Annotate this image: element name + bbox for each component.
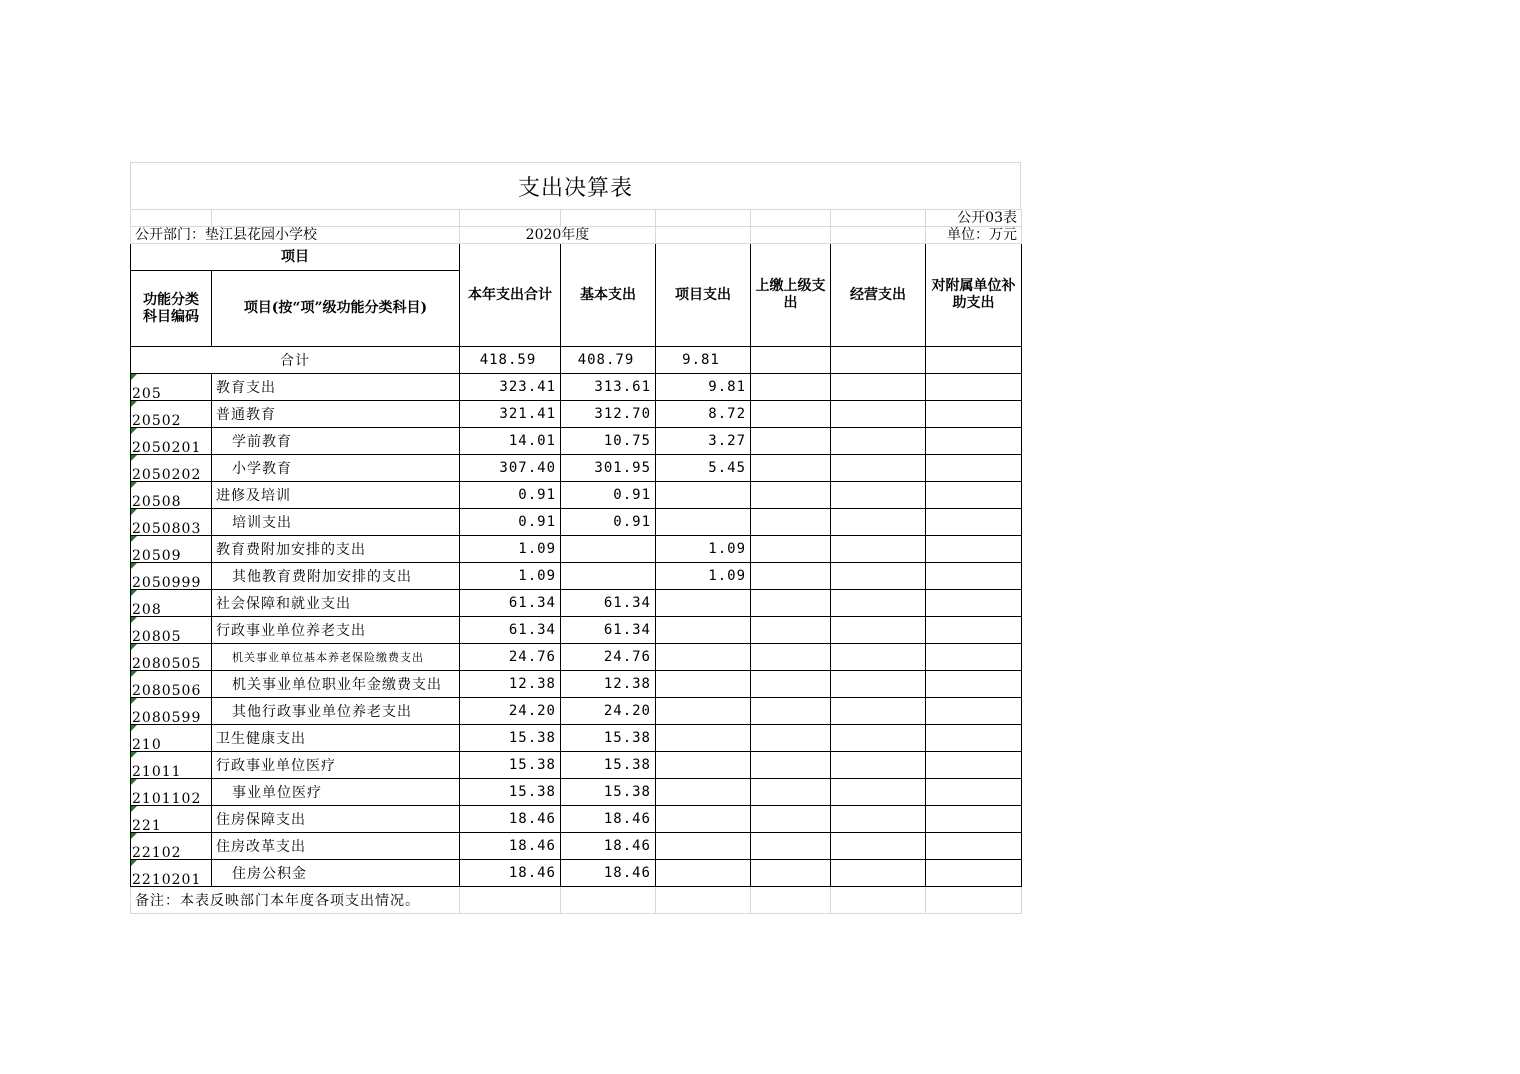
row-name: 行政事业单位养老支出 [212,617,460,644]
row-code [131,374,212,401]
row-code [131,401,212,428]
header-project: 项目支出 [656,244,751,347]
table-row [131,509,1022,536]
row-project [656,860,751,887]
table-row [131,698,1022,725]
row-name: 住房保障支出 [212,806,460,833]
row-code-text: 2210201 [132,872,202,887]
table-row [131,428,1022,455]
row-project [656,725,751,752]
row-name: 社会保障和就业支出 [212,590,460,617]
header-item-group: 项目 [131,244,460,271]
table-row [131,860,1022,887]
row-code [131,644,212,671]
table-row [131,752,1022,779]
row-project: 1.09 [656,536,751,563]
row-code-text: 2080506 [132,683,202,698]
row-name: 教育费附加安排的支出 [212,536,460,563]
row-project [656,590,751,617]
row-code-text: 205 [132,386,162,401]
row-code-text: 210 [132,737,162,752]
expenditure-table [130,209,1022,914]
header-total: 本年支出合计 [460,244,561,347]
row-name: 机关事业单位职业年金缴费支出 [212,671,460,698]
row-total: 24.20 [460,698,561,725]
row-total: 15.38 [460,725,561,752]
row-total: 307.40 [460,455,561,482]
total-row [131,347,1022,374]
table-row [131,374,1022,401]
table-row [131,779,1022,806]
row-code-text: 22102 [132,845,182,860]
row-total: 0.91 [460,509,561,536]
row-name: 小学教育 [212,455,460,482]
row-total: 14.01 [460,428,561,455]
row-basic: 10.75 [561,428,656,455]
row-total: 15.38 [460,779,561,806]
row-basic: 312.70 [561,401,656,428]
row-total: 321.41 [460,401,561,428]
row-name: 住房公积金 [212,860,460,887]
row-basic: 18.46 [561,860,656,887]
table-row [131,590,1022,617]
unit-label: 单位：万元 [926,227,1022,244]
row-code [131,509,212,536]
header-upper: 上缴上级支出 [751,244,831,347]
row-code-text: 20805 [132,629,182,644]
table-row [131,671,1022,698]
row-code-text: 20509 [132,548,182,563]
row-name: 机关事业单位基本养老保险缴费支出 [212,644,460,671]
row-project [656,806,751,833]
row-project [656,833,751,860]
row-total: 24.76 [460,644,561,671]
row-basic: 12.38 [561,671,656,698]
row-code [131,752,212,779]
row-name: 住房改革支出 [212,833,460,860]
row-basic: 18.46 [561,806,656,833]
row-code-text: 20508 [132,494,182,509]
row-basic: 24.76 [561,644,656,671]
row-basic: 0.91 [561,482,656,509]
row-code [131,671,212,698]
row-basic [561,536,656,563]
row-code-text: 20502 [132,413,182,428]
header-subsidy: 对附属单位补助支出 [926,244,1022,347]
row-code [131,617,212,644]
row-total: 1.09 [460,536,561,563]
row-code [131,428,212,455]
row-code [131,455,212,482]
row-name: 学前教育 [212,428,460,455]
row-total: 18.46 [460,806,561,833]
table-row [131,806,1022,833]
total-basic: 408.79 [561,347,656,374]
table-row [131,401,1022,428]
row-code-text: 208 [132,602,162,617]
row-code [131,563,212,590]
row-code-text: 21011 [132,764,182,779]
row-project: 5.45 [656,455,751,482]
row-project [656,671,751,698]
row-project: 1.09 [656,563,751,590]
row-code [131,536,212,563]
table-row [131,455,1022,482]
row-total: 15.38 [460,752,561,779]
expenditure-sheet [130,162,1021,914]
row-code [131,833,212,860]
row-name: 教育支出 [212,374,460,401]
footnote: 备注：本表反映部门本年度各项支出情况。 [131,887,460,914]
row-name: 卫生健康支出 [212,725,460,752]
row-basic: 24.20 [561,698,656,725]
row-name: 其他教育费附加安排的支出 [212,563,460,590]
department-label: 公开部门：垫江县花园小学校 [131,227,460,244]
row-basic: 313.61 [561,374,656,401]
row-name: 其他行政事业单位养老支出 [212,698,460,725]
header-business: 经营支出 [831,244,926,347]
row-total: 18.46 [460,833,561,860]
table-row [131,536,1022,563]
row-code [131,725,212,752]
row-total: 1.09 [460,563,561,590]
row-project [656,644,751,671]
row-code-text: 2080599 [132,710,202,725]
table-row [131,725,1022,752]
row-code-text: 221 [132,818,162,833]
row-code-text: 2050803 [132,521,202,536]
header-code: 功能分类科目编码 [131,271,212,347]
row-basic [561,563,656,590]
row-code [131,698,212,725]
table-row [131,563,1022,590]
year-label: 2020年度 [460,227,656,244]
row-total: 323.41 [460,374,561,401]
row-name: 普通教育 [212,401,460,428]
total-label: 合计 [131,347,460,374]
row-code-text: 2050202 [132,467,202,482]
row-project [656,698,751,725]
row-name: 事业单位医疗 [212,779,460,806]
header-basic: 基本支出 [561,244,656,347]
row-code-text: 2101102 [132,791,202,806]
row-basic: 15.38 [561,752,656,779]
row-name: 培训支出 [212,509,460,536]
row-code [131,860,212,887]
row-project: 9.81 [656,374,751,401]
row-project [656,752,751,779]
row-basic: 15.38 [561,779,656,806]
row-code-text: 2050201 [132,440,202,455]
row-basic: 61.34 [561,590,656,617]
row-name: 行政事业单位医疗 [212,752,460,779]
header-name: 项目(按“项”级功能分类科目) [212,271,460,347]
row-total: 18.46 [460,860,561,887]
row-code [131,482,212,509]
row-basic: 0.91 [561,509,656,536]
total-project: 9.81 [656,347,751,374]
form-code: 公开03表 [926,210,1022,227]
row-total: 61.34 [460,617,561,644]
row-project [656,509,751,536]
row-total: 61.34 [460,590,561,617]
row-code-text: 2080505 [132,656,202,671]
table-row [131,617,1022,644]
row-project [656,482,751,509]
row-project: 3.27 [656,428,751,455]
row-project: 8.72 [656,401,751,428]
row-basic: 18.46 [561,833,656,860]
table-row [131,644,1022,671]
row-name: 进修及培训 [212,482,460,509]
row-basic: 15.38 [561,725,656,752]
table-row [131,833,1022,860]
row-total: 0.91 [460,482,561,509]
row-basic: 301.95 [561,455,656,482]
row-project [656,779,751,806]
row-code [131,779,212,806]
row-project [656,617,751,644]
row-code [131,590,212,617]
total-total: 418.59 [460,347,561,374]
row-code-text: 2050999 [132,575,202,590]
row-total: 12.38 [460,671,561,698]
row-basic: 61.34 [561,617,656,644]
row-code [131,806,212,833]
table-row [131,482,1022,509]
sheet-title: 支出决算表 [130,162,1021,209]
